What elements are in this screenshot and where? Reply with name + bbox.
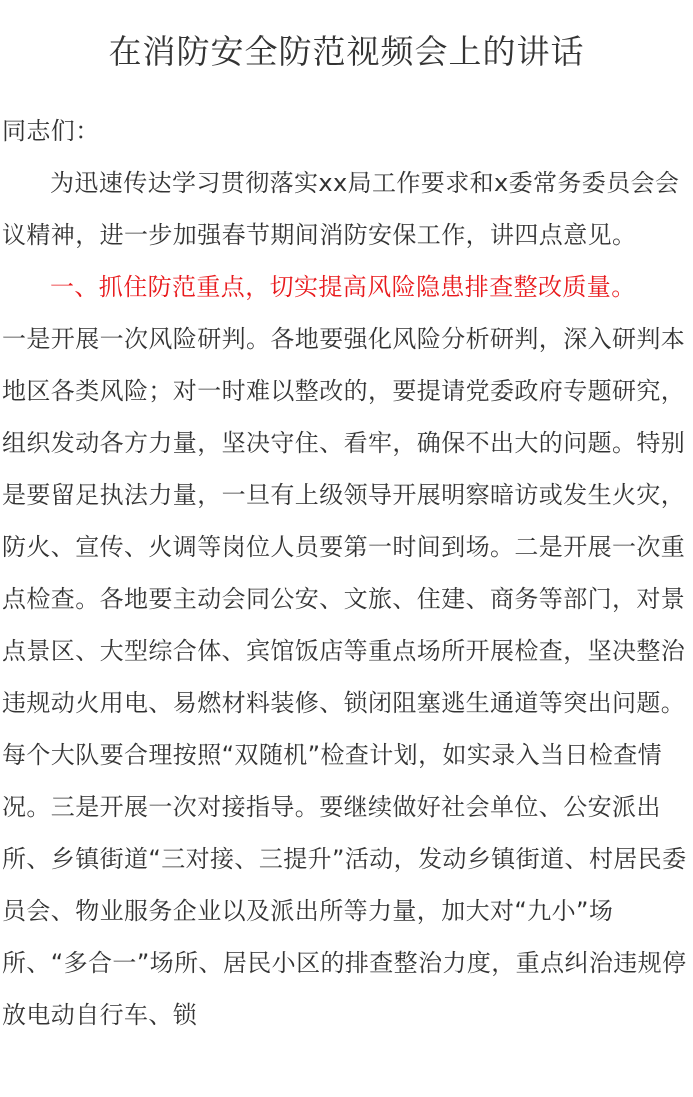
intro-paragraph: 为迅速传达学习贯彻落实xx局工作要求和x委常务委员会会议精神，进一步加强春节期间消防安保工作，讲四点意见。 bbox=[2, 169, 680, 249]
section-heading-1: 一、抓住防范重点，切实提高风险隐患排查整改质量。 bbox=[50, 273, 636, 301]
section-body-1: 一是开展一次风险研判。各地要强化风险分析研判，深入研判本地区各类风险；对一时难以整改的，要提请党委政府专题研究，组织发动各方力量，坚决守住、看牢，确保不出大的问题。特别是要留足执法力量，一旦有上级领导开展明察暗访或发生火灾，防火、宣传、火调等岗位人员要第一时间到场。二是开展一次重点检查。各地要主动会同公安、文旅、住建、商务等部门，对景点景区、大型综合体、宾馆饭店等重点场所开展检查，坚决整治违规动火用电、易燃材料装修、锁闭阻塞逃生通道等突出问题。每个大队要合理按照“双随机”检查计划，如实录入当日检查情况。三是开展一次对接指导。要继续做好社会单位、公安派出所、乡镇街道“三对接、三提升”活动，发动乡镇街道、村居民委员会、物业服务企业以及派出所等力量，加大对“九小”场所、“多合一”场所、居民小区的排查整治力度，重点纠治违规停放电动自行车、锁 bbox=[2, 325, 687, 1029]
document-body bbox=[2, 105, 692, 1041]
salutation: 同志们： bbox=[2, 117, 100, 145]
document-title: 在消防安全防范视频会上的讲话 bbox=[108, 32, 585, 71]
